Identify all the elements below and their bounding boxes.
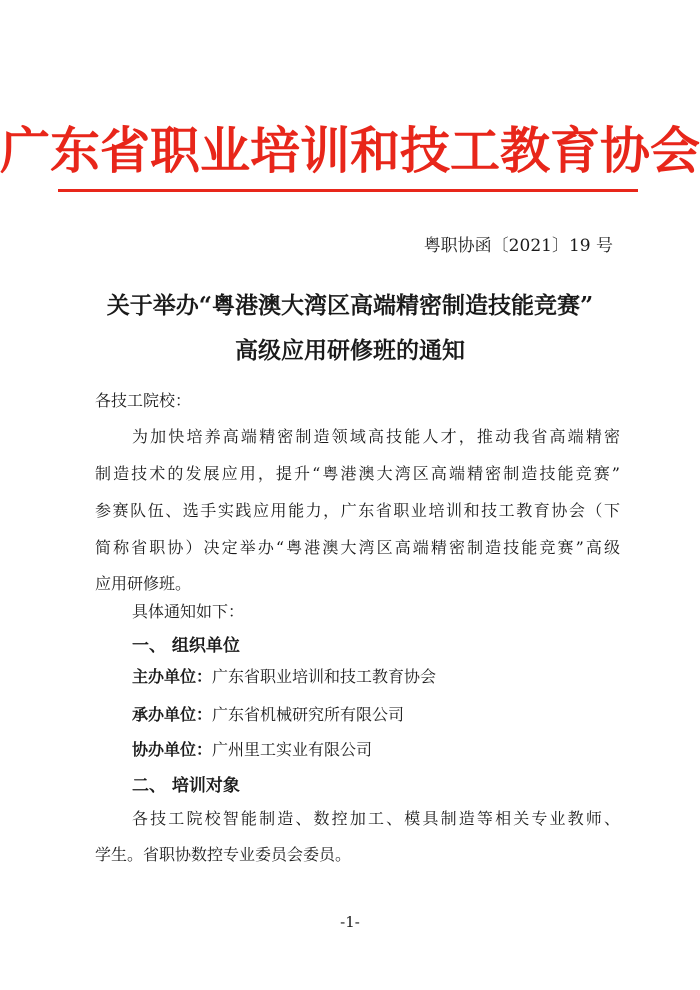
host-row bbox=[132, 664, 620, 687]
co-organizer-row bbox=[132, 737, 620, 760]
intro-line-3: 参赛队伍、选手实践应用能力，广东省职业培训和技工教育协会（下 bbox=[95, 501, 620, 520]
title-line-2: 高级应用研修班的通知 bbox=[235, 337, 465, 364]
section-2-line-2: 学生。省职协数控专业委员会委员。 bbox=[95, 845, 352, 864]
section-1-heading: 一、 组织单位 bbox=[132, 636, 240, 656]
intro-line-4: 简称省职协）决定举办“粤港澳大湾区高端精密制造技能竞赛”高级 bbox=[95, 538, 620, 557]
organizer-label: 承办单位： bbox=[132, 705, 213, 724]
organizer-value: 广东省机械研究所有限公司 bbox=[212, 705, 405, 724]
co-organizer-label: 协办单位： bbox=[132, 740, 213, 759]
organizer-row bbox=[132, 702, 620, 725]
intro-line-2: 制造技术的发展应用，提升“粤港澳大湾区高端精密制造技能竞赛” bbox=[95, 464, 620, 483]
section-2-heading: 二、 培训对象 bbox=[132, 776, 240, 796]
notice-intro: 具体通知如下： bbox=[132, 602, 245, 621]
intro-line-1: 为加快培养高端精密制造领域高技能人才，推动我省高端精密 bbox=[132, 427, 620, 446]
title-line-1: 关于举办“粤港澳大湾区高端精密制造技能竞赛” bbox=[106, 292, 594, 319]
organization-letterhead: 广东省职业培训和技工教育协会 bbox=[0, 122, 700, 180]
letterhead-rule bbox=[58, 189, 638, 192]
document-number: 粤职协函〔2021〕19 号 bbox=[423, 236, 613, 256]
salutation: 各技工院校： bbox=[95, 391, 192, 410]
co-organizer-value: 广州里工实业有限公司 bbox=[212, 740, 373, 759]
host-value: 广东省职业培训和技工教育协会 bbox=[212, 667, 437, 686]
intro-line-5: 应用研修班。 bbox=[95, 574, 192, 593]
page-number: -1- bbox=[340, 913, 360, 931]
section-2-line-1: 各技工院校智能制造、数控加工、模具制造等相关专业教师、 bbox=[132, 809, 620, 828]
host-label: 主办单位： bbox=[132, 667, 213, 686]
